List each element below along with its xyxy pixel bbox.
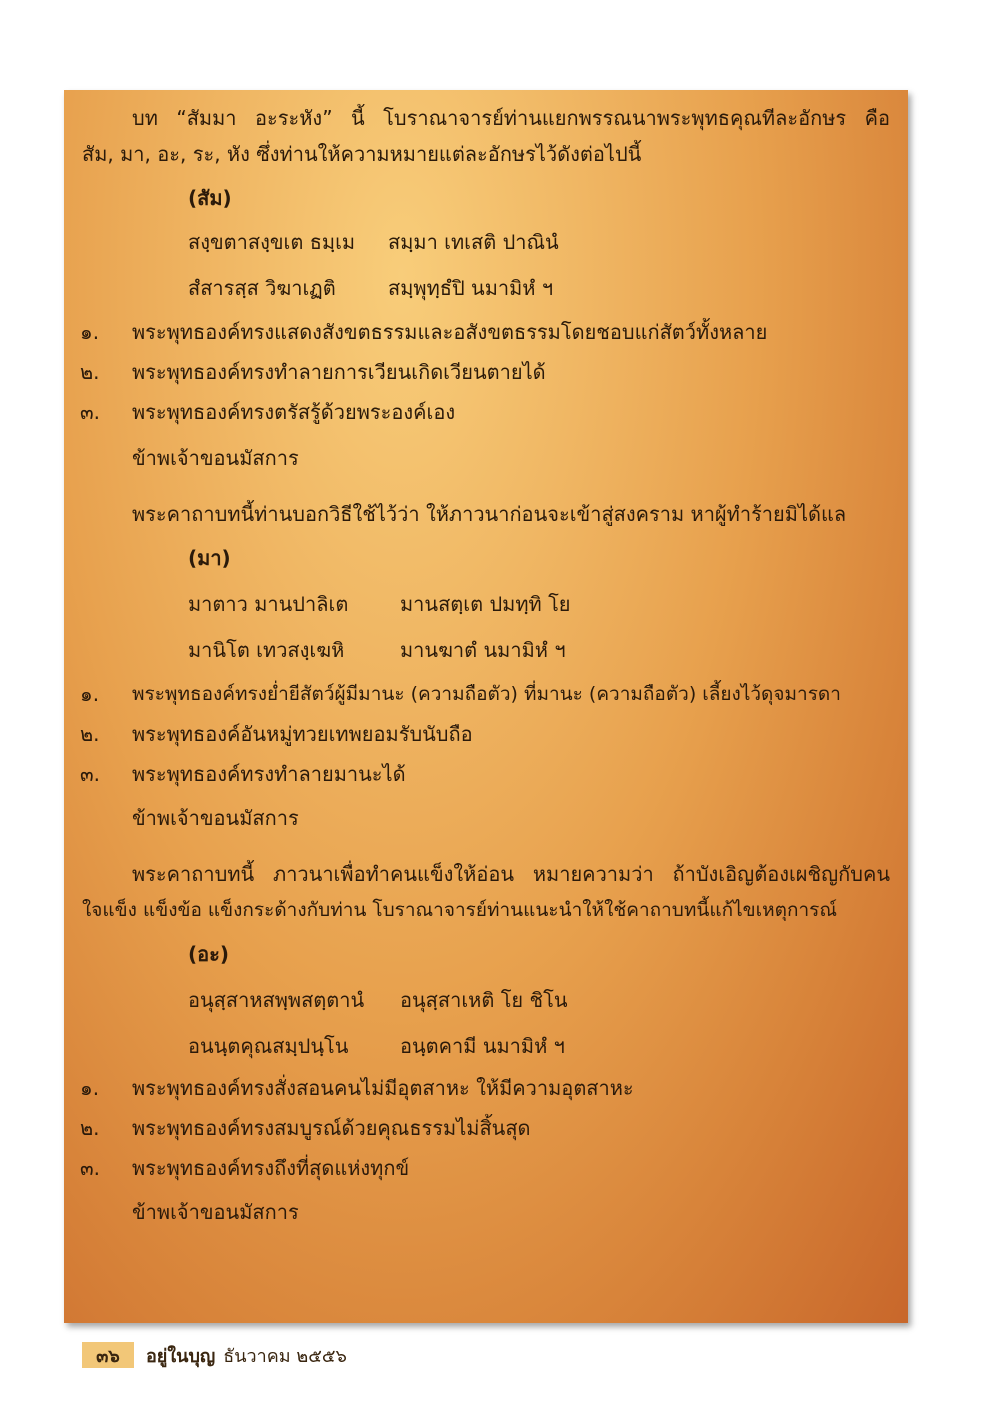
verse-2-line-1-a: มาตาว มานปาลิเต bbox=[188, 592, 349, 616]
section-heading-ma: (มา) bbox=[188, 546, 231, 570]
list-item: พระพุทธองค์ทรงแสดงสังขตธรรมและอสังขตธรรมโดยชอบแก่สัตว์ทั้งหลาย bbox=[132, 320, 768, 344]
verse-3-line-2-b: อนฺตคามี นมามิหํ ฯ bbox=[400, 1034, 565, 1058]
list-item: พระพุทธองค์ทรงทำลายการเวียนเกิดเวียนตายได้ bbox=[132, 360, 546, 384]
list-item: พระพุทธองค์ทรงถึงที่สุดแห่งทุกข์ bbox=[132, 1156, 410, 1180]
verse-1-line-2-a: สํสารสฺส วิฆาเฏติ bbox=[188, 276, 336, 300]
item-number: ๑. bbox=[80, 682, 100, 706]
item-number: ๓. bbox=[80, 400, 101, 424]
verse-2-line-2-a: มานิโต เทวสงฺเฆหิ bbox=[188, 638, 345, 662]
item-number: ๑. bbox=[80, 320, 100, 344]
closing-line: ข้าพเจ้าขอนมัสการ bbox=[132, 806, 299, 830]
verse-2-line-2-b: มานฆาตํ นมามิหํ ฯ bbox=[400, 638, 566, 662]
verse-3-line-1-b: อนุสฺสาเหติ โย ชิโน bbox=[400, 988, 568, 1012]
section-note-line-1: พระคาถาบทนี้ ภาวนาเพื่อทำคนแข็งให้อ่อน หมายความว่า ถ้าบังเอิญต้องเผชิญกับคน bbox=[132, 862, 890, 886]
item-number: ๓. bbox=[80, 762, 101, 786]
item-number: ๒. bbox=[80, 360, 100, 384]
section-heading-a: (อะ) bbox=[188, 942, 230, 966]
closing-line: ข้าพเจ้าขอนมัสการ bbox=[132, 1200, 299, 1224]
verse-1-line-1-a: สงฺขตาสงฺขเต ธมฺเม bbox=[188, 230, 356, 254]
verse-1-line-1-b: สมฺมา เทเสติ ปาณินํ bbox=[388, 230, 559, 254]
list-item: พระพุทธองค์ทรงสั่งสอนคนไม่มีอุตสาหะ ให้มีความอุตสาหะ bbox=[132, 1076, 634, 1100]
section-note-line-2: ใจแข็ง แข็งข้อ แข็งกระด้างกับท่าน โบราณาจารย์ท่านแนะนำให้ใช้คาถาบทนี้แก้ไขเหตุการณ์ bbox=[82, 899, 838, 921]
list-item: พระพุทธองค์ทรงทำลายมานะได้ bbox=[132, 762, 406, 786]
intro-line-1: บท “สัมมา อะระหัง” นี้ โบราณาจารย์ท่านแยกพรรณนาพระพุทธคุณทีละอักษร คือ bbox=[132, 106, 890, 130]
verse-2-line-1-b: มานสตฺเต ปมทฺทิ โย bbox=[400, 592, 571, 616]
issue-date: ธันวาคม ๒๕๕๖ bbox=[223, 1345, 347, 1367]
verse-1-line-2-b: สมฺพุทฺธํปิ นมามิหํ ฯ bbox=[388, 276, 554, 300]
page-number: ๓๖ bbox=[82, 1342, 134, 1368]
item-number: ๒. bbox=[80, 1116, 100, 1140]
item-number: ๓. bbox=[80, 1156, 101, 1180]
item-number: ๒. bbox=[80, 722, 100, 746]
item-number: ๑. bbox=[80, 1076, 100, 1100]
verse-3-line-1-a: อนุสฺสาหสพฺพสตฺตานํ bbox=[188, 988, 365, 1012]
section-note: พระคาถาบทนี้ท่านบอกวิธีใช้ไว้ว่า ให้ภาวนาก่อนจะเข้าสู่สงคราม หาผู้ทำร้ายมิได้แล bbox=[132, 502, 847, 526]
list-item: พระพุทธองค์อันหมู่ทวยเทพยอมรับนับถือ bbox=[132, 722, 473, 746]
magazine-title: อยู่ในบุญ bbox=[146, 1345, 216, 1367]
list-item: พระพุทธองค์ทรงสมบูรณ์ด้วยคุณธรรมไม่สิ้นสุด bbox=[132, 1116, 531, 1140]
list-item: พระพุทธองค์ทรงย่ำยีสัตว์ผู้มีมานะ (ความถือตัว) ที่มานะ (ความถือตัว) เลี้ยงไว้ดุจมารดา bbox=[132, 683, 841, 705]
verse-3-line-2-a: อนนฺตคุณสมฺปนฺโน bbox=[188, 1034, 349, 1058]
intro-line-2: สัม, มา, อะ, ระ, หัง ซึ่งท่านให้ความหมายแต่ละอักษรไว้ดังต่อไปนี้ bbox=[82, 142, 642, 166]
closing-line: ข้าพเจ้าขอนมัสการ bbox=[132, 446, 299, 470]
page-footer bbox=[82, 1340, 347, 1370]
list-item: พระพุทธองค์ทรงตรัสรู้ด้วยพระองค์เอง bbox=[132, 400, 456, 424]
section-heading-sam: (สัม) bbox=[188, 186, 232, 210]
